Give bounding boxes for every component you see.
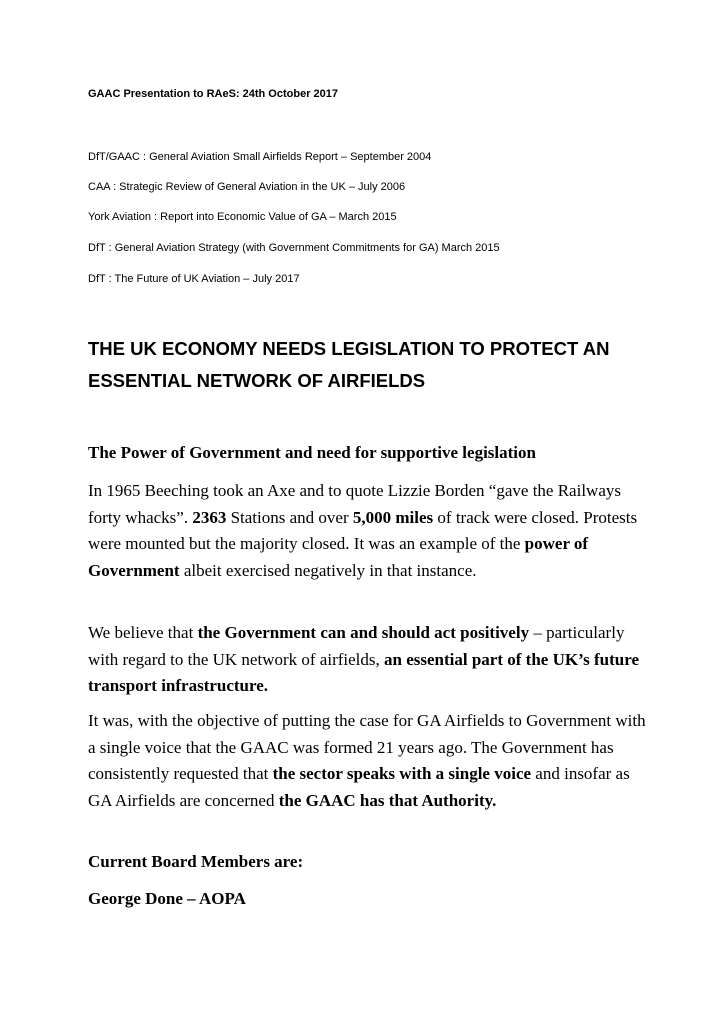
paragraph-text: – particularly with regard to the UK network of airfields, [88,623,625,669]
emphasis-text: an essential part of the UK’s future transport infrastructure. [88,649,639,695]
paragraph-text: In 1965 Beeching took an Axe and to quote Lizzie Borden “gave the Railways forty whacks”. [88,481,621,527]
emphasis-text: the sector speaks with a single voice [272,764,532,783]
paragraph-government [88,620,648,700]
emphasis-text: power of Government [88,534,589,580]
paragraph-text: albeit exercised negatively in that instance. [179,560,477,580]
board-heading: Current Board Members are: [88,852,304,871]
presentation-header: GAAC Presentation to RAeS: 24th October 2017 [88,88,339,100]
paragraph-beeching [88,478,648,584]
paragraph-text: and insofar as GA Airfields are concerned [88,764,630,810]
reference-item: DfT : The Future of UK Aviation – July 2017 [88,273,300,285]
paragraph-text: We believe that [88,623,198,642]
main-headline: THE UK ECONOMY NEEDS LEGISLATION TO PROTECT AN ESSENTIAL NETWORK OF AIRFIELDS [88,338,610,391]
paragraph-gaac [88,708,648,814]
paragraph-text: Stations and over [226,507,353,527]
reference-item: York Aviation : Report into Economic Value of GA – March 2015 [88,211,397,223]
reference-item: DfT/GAAC : General Aviation Small Airfields Report – September 2004 [88,151,432,163]
paragraph-text: of track were closed. Protests were mounted but the majority closed. It was an example of the [88,507,638,553]
board-member: George Done – AOPA [88,889,246,908]
emphasis-text: the Government can and should act positively [197,623,530,642]
emphasis-text: 2363 [192,507,227,527]
section-heading: The Power of Government and need for supportive legislation [88,443,536,462]
reference-item: CAA : Strategic Review of General Aviation in the UK – July 2006 [88,181,406,193]
paragraph-text: It was, with the objective of putting the case for GA Airfields to Government with a single voice that the GAAC was formed 21 years ago. The Government has consistently requested that [88,711,646,783]
emphasis-text: the GAAC has that Authority. [278,790,497,810]
reference-item: DfT : General Aviation Strategy (with Government Commitments for GA) March 2015 [88,242,500,254]
emphasis-text: 5,000 miles [352,507,434,527]
